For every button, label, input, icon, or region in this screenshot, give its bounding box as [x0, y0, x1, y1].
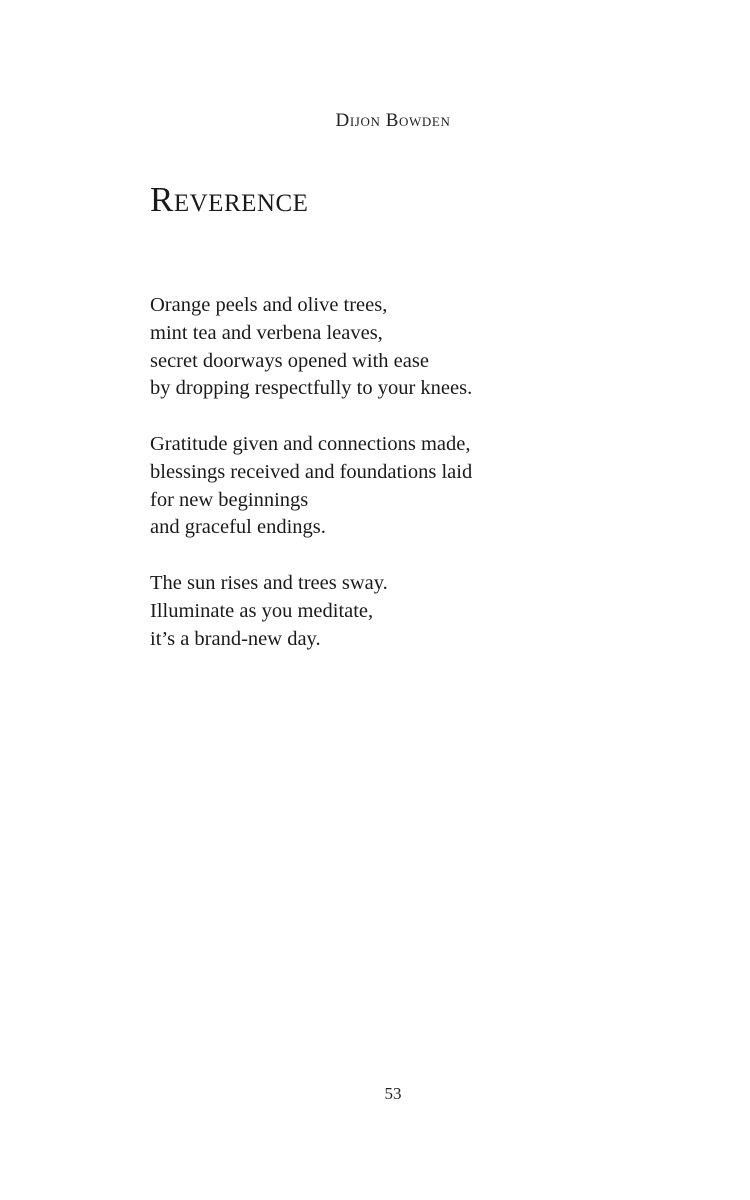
poem-line: The sun rises and trees sway. — [150, 571, 388, 594]
poem-line: Orange peels and olive trees, — [150, 294, 388, 316]
poem-line: secret doorways opened with ease — [150, 349, 429, 372]
poem-line: for new beginnings — [150, 488, 309, 511]
poem-line: and graceful endings. — [150, 516, 326, 539]
stanza-1 — [150, 292, 670, 403]
poem-line: blessings received and foundations laid — [150, 460, 473, 483]
poem-line: by dropping respectfully to your knees. — [150, 377, 473, 400]
poem-line: it’s a brand-new day. — [150, 627, 321, 650]
poem-line: Gratitude given and connections made, — [150, 432, 471, 455]
poem-line: Illuminate as you meditate, — [150, 599, 374, 622]
page-number: 53 — [384, 1084, 402, 1103]
stanza-3 — [150, 570, 670, 653]
poem-body — [150, 292, 670, 681]
poem-line: mint tea and verbena leaves, — [150, 321, 383, 344]
stanza-2 — [150, 431, 670, 542]
poem-title: Reverence — [150, 180, 309, 219]
running-header-author: Dijon Bowden — [335, 110, 451, 131]
